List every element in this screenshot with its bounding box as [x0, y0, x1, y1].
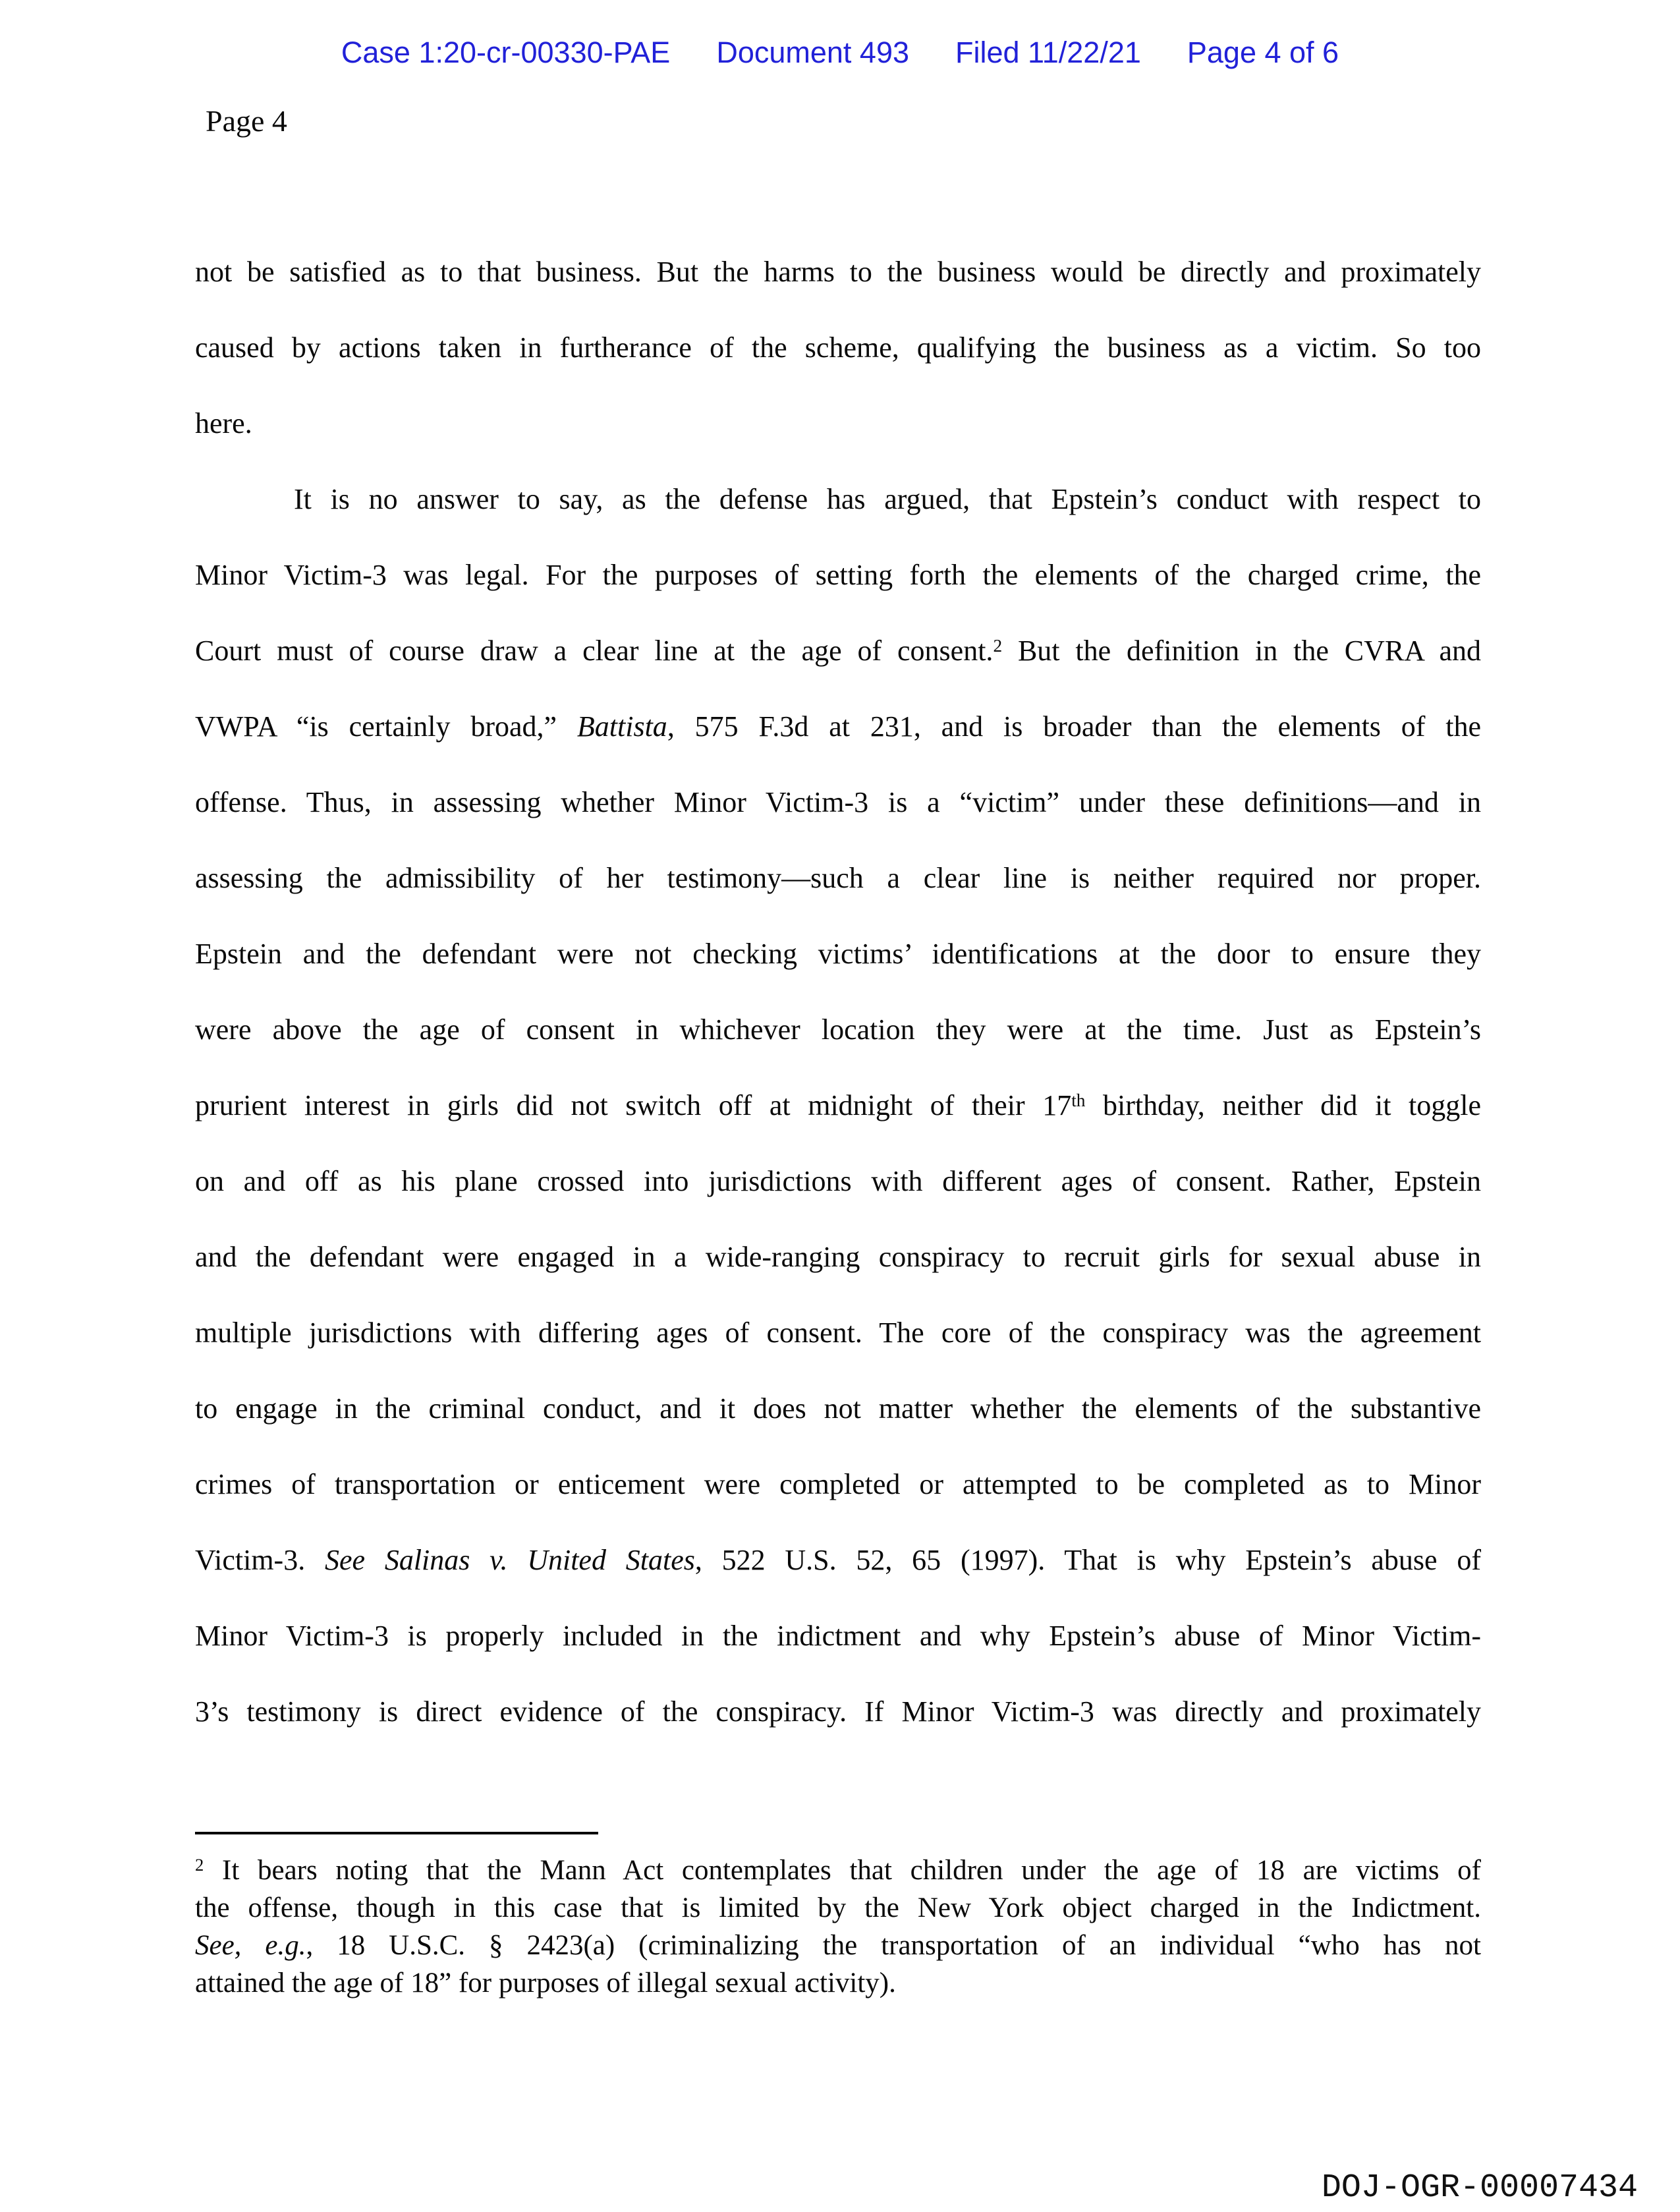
stamp-page-of: Page 4 of 6: [1187, 36, 1339, 69]
document-body: [195, 234, 1481, 1749]
stamp-document-number: Document 493: [716, 36, 910, 69]
body-line: 3’s testimony is direct evidence of the conspiracy. If Minor Victim-3 was directly and proximately: [195, 1695, 1481, 1728]
body-line: VWPA “is certainly broad,” Battista, 575 F.3d at 231, and is broader than the elements of the: [195, 710, 1481, 743]
footnote-block: [195, 1852, 1481, 2002]
footnote-line: the offense, though in this case that is limited by the New York object charged in the Indictment.: [195, 1892, 1481, 1923]
body-line: Court must of course draw a clear line at the age of consent.$^2$ But the definition in the CVRA and: [195, 635, 1481, 667]
stamp-filed-date: Filed 11/22/21: [955, 36, 1141, 69]
footnote-line: See, e.g., 18 U.S.C. § 2423(a) (criminalizing the transportation of an individual “who has not: [195, 1930, 1481, 1961]
body-line: Minor Victim-3 is properly included in the indictment and why Epstein’s abuse of Minor Victim-: [195, 1620, 1481, 1652]
footnote-separator-rule: [195, 1832, 598, 1834]
body-line: prurient interest in girls did not switch off at midnight of their 17th birthday, neither did it toggle: [195, 1089, 1481, 1121]
stamp-case-number: Case 1:20-cr-00330-PAE: [341, 36, 671, 69]
footnote-line: attained the age of 18” for purposes of illegal sexual activity).: [195, 1968, 896, 1999]
body-line: to engage in the criminal conduct, and it does not matter whether the elements of the substantive: [195, 1392, 1481, 1425]
body-line: not be satisfied as to that business. But the harms to the business would be directly and proximately: [195, 256, 1481, 288]
body-line: multiple jurisdictions with differing ages of consent. The core of the conspiracy was the agreement: [195, 1317, 1481, 1349]
body-line: Victim-3. See Salinas v. United States, 522 U.S. 52, 65 (1997). That is why Epstein’s abuse of: [195, 1544, 1482, 1576]
ecf-header-stamp: [0, 36, 1680, 70]
body-line: It is no answer to say, as the defense has argued, that Epstein’s conduct with respect to: [294, 483, 1481, 515]
page-number-label: Page 4: [206, 104, 287, 138]
body-line: offense. Thus, in assessing whether Minor Victim-3 is a “victim” under these definitions—and in: [195, 786, 1481, 818]
body-line: caused by actions taken in furtherance of the scheme, qualifying the business as a victim. So too: [195, 331, 1481, 364]
body-line: Epstein and the defendant were not checking victims’ identifications at the door to ensure they: [195, 938, 1481, 970]
body-line: and the defendant were engaged in a wide-ranging conspiracy to recruit girls for sexual abuse in: [195, 1241, 1481, 1273]
bates-number: DOJ-OGR-00007434: [1321, 2169, 1638, 2207]
footnote-line: $^2$ It bears noting that the Mann Act contemplates that children under the age of 18 are victims of: [195, 1855, 1481, 1886]
body-line: crimes of transportation or enticement were completed or attempted to be completed as to Minor: [195, 1468, 1481, 1500]
body-line: were above the age of consent in whichever location they were at the time. Just as Epstein’s: [195, 1013, 1481, 1046]
body-line: on and off as his plane crossed into jurisdictions with different ages of consent. Rather, Epstein: [195, 1165, 1481, 1197]
body-line: assessing the admissibility of her testimony—such a clear line is neither required nor proper.: [195, 862, 1481, 894]
body-line: Minor Victim-3 was legal. For the purposes of setting forth the elements of the charged crime, the: [195, 559, 1481, 591]
body-line: here.: [195, 407, 252, 440]
